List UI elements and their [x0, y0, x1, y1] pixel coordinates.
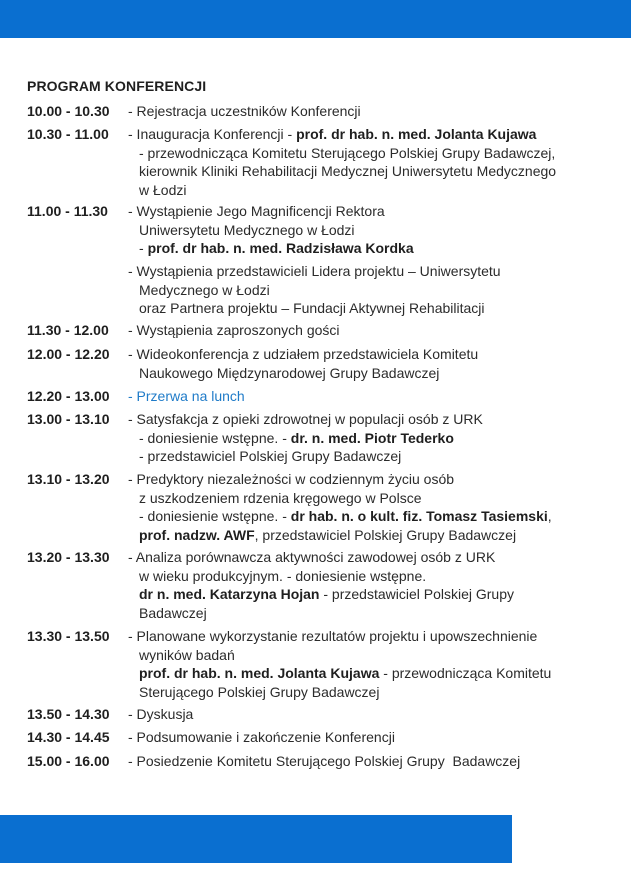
- agenda-time: 10.30 - 11.00: [27, 126, 109, 142]
- agenda-time: 13.00 - 13.10: [27, 411, 110, 427]
- agenda-line: Naukowego Międzynarodowej Grupy Badawczej: [139, 364, 440, 381]
- speaker-name: prof. dr hab. n. med. Jolanta Kujawa: [139, 665, 380, 681]
- agenda-line: w wieku produkcyjnym. - doniesienie wstępne.: [139, 567, 427, 584]
- agenda-line: - Dyskusja: [128, 706, 194, 722]
- agenda-line: - przewodnicząca Komitetu Sterującego Polskiej Grupy Badawczej,: [139, 144, 556, 161]
- agenda-line: Sterującego Polskiej Grupy Badawczej: [139, 683, 380, 700]
- lunch-break-line: - Przerwa na lunch: [128, 388, 245, 404]
- agenda-line: - Analiza porównawcza aktywności zawodowej osób z URK: [128, 549, 496, 565]
- agenda-line: dr n. med. Katarzyna Hojan - przedstawiciel Polskiej Grupy: [139, 586, 514, 602]
- agenda-line: Badawczej: [139, 604, 207, 621]
- agenda-description: [128, 705, 614, 724]
- speaker-name: prof. dr hab. n. med. Jolanta Kujawa: [296, 126, 537, 142]
- agenda-line: - Planowane wykorzystanie rezultatów projektu i upowszechnienie: [128, 628, 538, 644]
- agenda-time: 10.00 - 10.30: [27, 103, 110, 119]
- agenda-description: [128, 125, 614, 199]
- agenda-time: 13.50 - 14.30: [27, 706, 110, 722]
- agenda-description: [128, 728, 614, 747]
- agenda-line: - Rejestracja uczestników Konferencji: [128, 103, 361, 119]
- agenda-line: - Wideokonferencja z udziałem przedstawiciela Komitetu: [128, 346, 479, 362]
- agenda-line: - Satysfakcja z opieki zdrowotnej w populacji osób z URK: [128, 411, 483, 427]
- agenda-line: z uszkodzeniem rdzenia kręgowego w Polsce: [139, 489, 422, 506]
- agenda-line: prof. nadzw. AWF, przedstawiciel Polskiej Grupy Badawczej: [139, 526, 517, 543]
- speaker-title: prof. nadzw. AWF: [139, 526, 255, 543]
- agenda-description: [128, 548, 614, 622]
- speaker-name: dr n. med. Katarzyna Hojan: [139, 586, 320, 602]
- agenda-time: 11.30 - 12.00: [27, 322, 109, 338]
- agenda-time: 12.20 - 13.00: [27, 388, 110, 404]
- speaker-name: prof. dr hab. n. med. Radzisława Kordka: [147, 240, 414, 256]
- page-title: PROGRAM KONFERENCJI: [27, 78, 207, 94]
- agenda-time: 13.10 - 13.20: [27, 471, 110, 487]
- speaker-name: dr. n. med. Piotr Tederko: [290, 429, 454, 446]
- agenda-description: [128, 627, 614, 701]
- agenda-time: 13.20 - 13.30: [27, 549, 110, 565]
- agenda-time: 14.30 - 14.45: [27, 729, 110, 745]
- agenda-description: [128, 470, 614, 544]
- agenda-line: - przedstawiciel Polskiej Grupy Badawczej: [139, 448, 402, 464]
- agenda-line: prof. dr hab. n. med. Jolanta Kujawa - przewodnicząca Komitetu: [139, 665, 552, 681]
- agenda-time: 12.00 - 12.20: [27, 346, 110, 362]
- agenda-line: - Inauguracja Konferencji - prof. dr hab. n. med. Jolanta Kujawa: [128, 126, 537, 142]
- agenda-time: 11.00 - 11.30: [27, 203, 108, 219]
- agenda-line: - Posiedzenie Komitetu Sterującego Polskiej Grupy Badawczej: [128, 753, 521, 769]
- agenda-line: w Łodzi: [139, 181, 187, 198]
- agenda-line: - doniesienie wstępne. - dr hab. n. o kult. fiz. Tomasz Tasiemski,: [139, 508, 552, 524]
- agenda-line: - doniesienie wstępne. - dr. n. med. Piotr Tederko: [139, 429, 454, 446]
- agenda-description: [128, 262, 614, 318]
- agenda-line: - Wystąpienia przedstawicieli Lidera projektu – Uniwersytetu: [128, 263, 501, 279]
- agenda-line: - prof. dr hab. n. med. Radzisława Kordka: [139, 240, 414, 256]
- agenda-line: oraz Partnera projektu – Fundacji Aktywnej Rehabilitacji: [139, 300, 485, 316]
- agenda-description: [128, 387, 614, 406]
- agenda-time: 15.00 - 16.00: [27, 753, 110, 769]
- bottom-banner: [0, 815, 512, 863]
- agenda-description: [128, 102, 614, 121]
- agenda-line: - Wystąpienie Jego Magnificencji Rektora: [128, 203, 385, 219]
- agenda-line: wyników badań: [139, 646, 235, 663]
- agenda-description: [128, 321, 614, 340]
- agenda-line: Medycznego w Łodzi: [139, 281, 270, 298]
- agenda-description: [128, 752, 614, 771]
- agenda-description: [128, 202, 614, 258]
- agenda-line: Uniwersytetu Medycznego w Łodzi: [139, 221, 355, 238]
- agenda-line: - Podsumowanie i zakończenie Konferencji: [128, 729, 395, 745]
- speaker-name: dr hab. n. o kult. fiz. Tomasz Tasiemski: [290, 508, 548, 524]
- agenda-description: [128, 410, 614, 466]
- agenda-line: - Predyktory niezależności w codziennym życiu osób: [128, 471, 455, 487]
- agenda-time: 13.30 - 13.50: [27, 628, 110, 644]
- agenda-line: - Wystąpienia zaproszonych gości: [128, 322, 340, 338]
- agenda-line: kierownik Kliniki Rehabilitacji Medycznej Uniwersytetu Medycznego: [139, 163, 557, 179]
- top-banner: [0, 0, 631, 38]
- agenda-description: [128, 345, 614, 382]
